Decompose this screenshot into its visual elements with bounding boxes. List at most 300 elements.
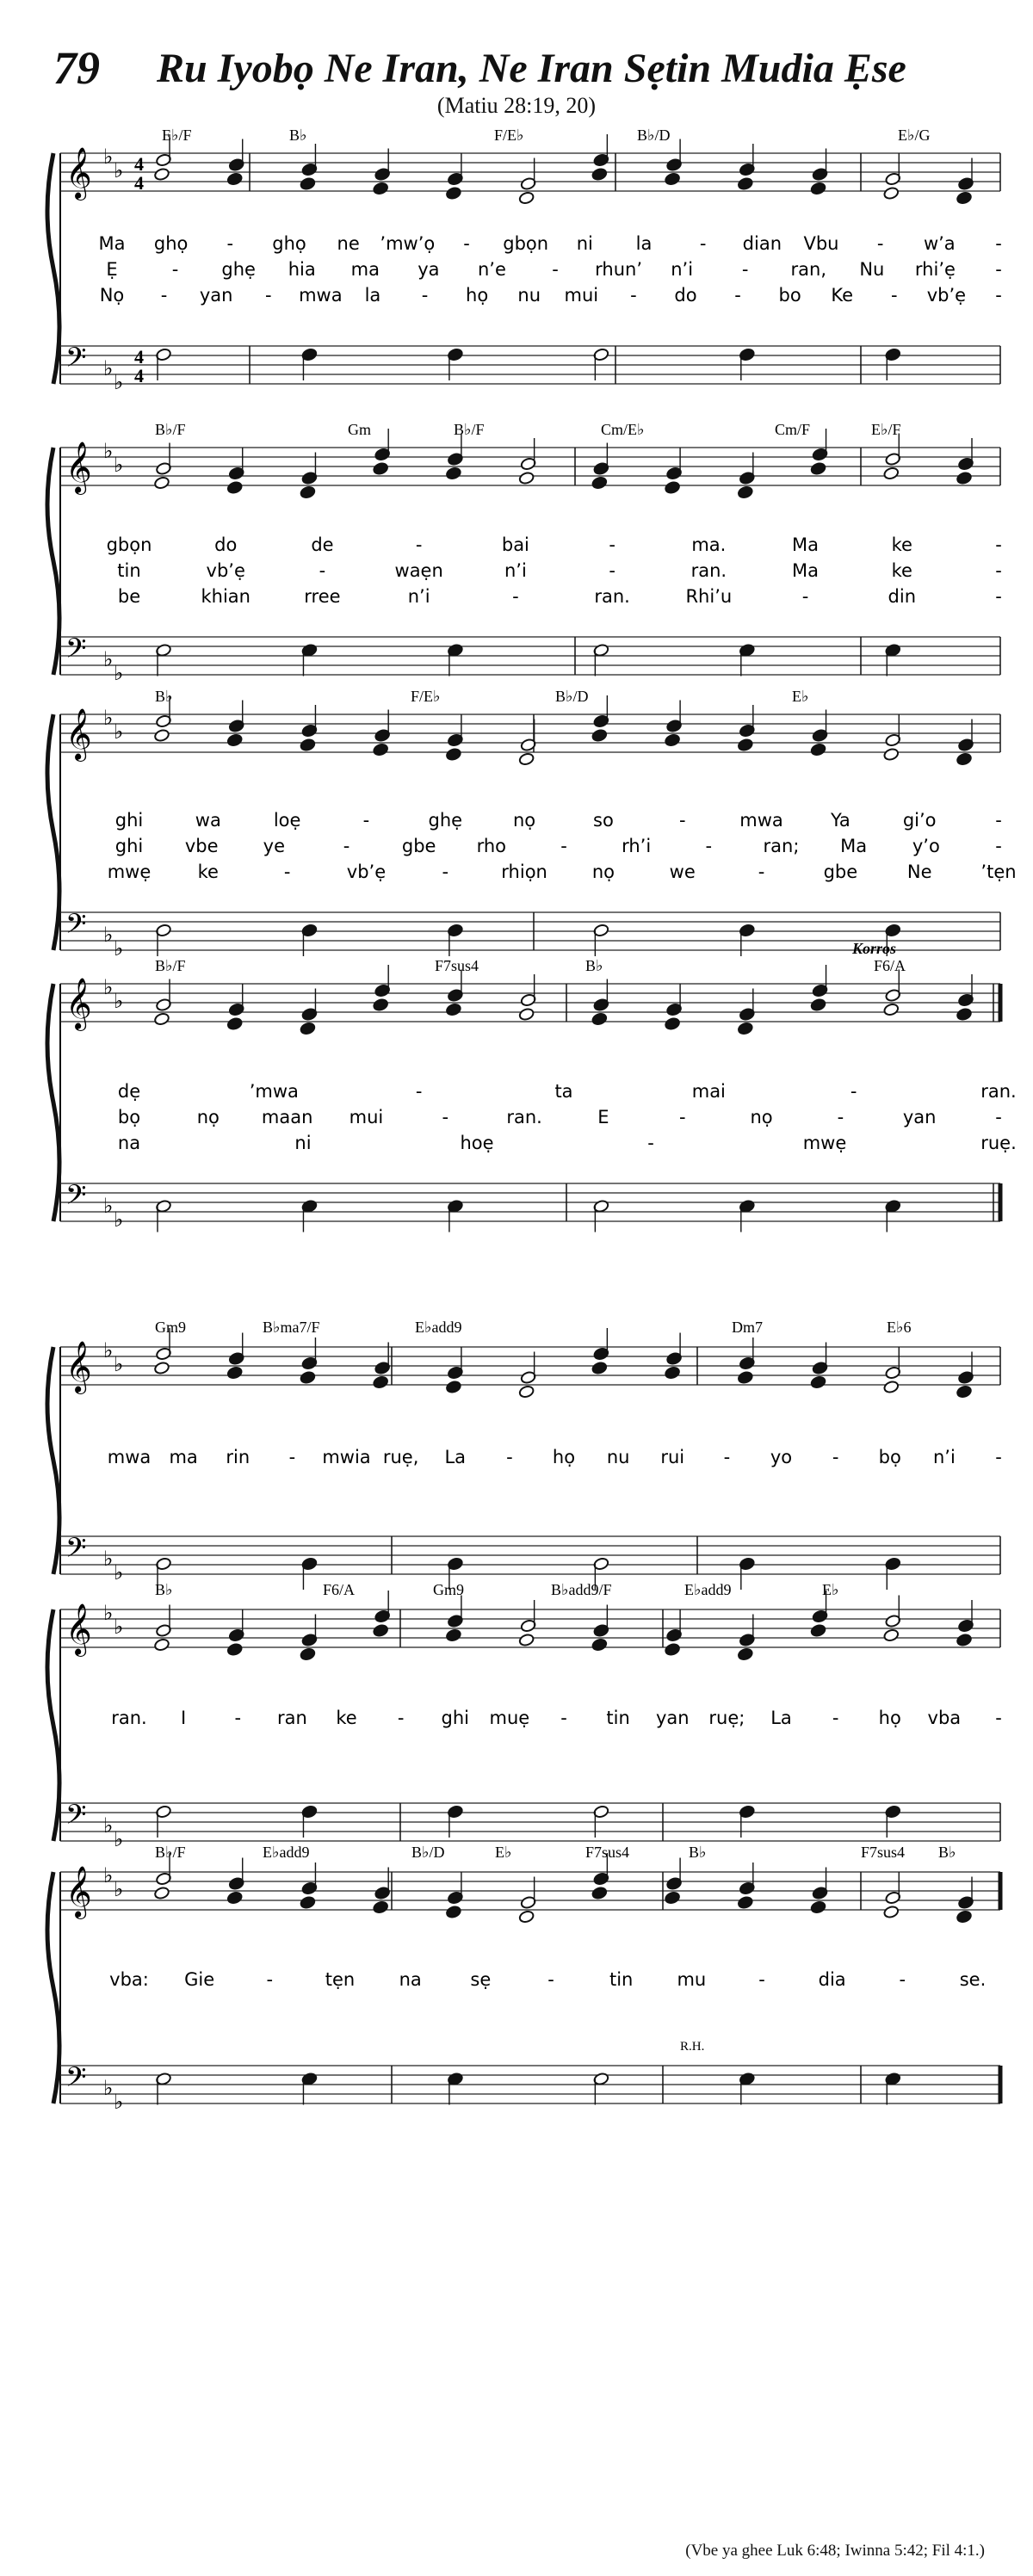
notehead (373, 743, 389, 757)
lyric-syllable: ran. (594, 586, 630, 607)
notehead (883, 1381, 900, 1394)
chord-symbol: E♭/F (162, 127, 192, 144)
chord-symbol: B♭add9/F (551, 1581, 612, 1598)
lyric-syllable: na (399, 1969, 422, 1990)
key-signature-flat: ♭ (103, 2078, 114, 2100)
lyric-syllable: ran. (980, 1081, 1017, 1102)
lyric-syllable: - (442, 1107, 449, 1127)
notehead (956, 1008, 973, 1022)
lyric-syllable: n’e (477, 259, 506, 280)
footer-references: (Vbe ya ghee Luk 6:48; Iwinna 5:42; Fil 4:1.) (685, 2542, 985, 2560)
lyric-syllable: - (160, 285, 168, 306)
lyric-syllable: - (283, 862, 291, 882)
lyric-syllable: Ma (98, 233, 126, 254)
notehead (665, 733, 681, 747)
chord-symbol: E♭/F (871, 421, 901, 438)
lyric-syllable: dẹ (117, 1081, 141, 1102)
notehead (154, 476, 170, 490)
lyric-syllable: tin (609, 1969, 634, 1990)
chord-symbol: E♭add9 (263, 1844, 310, 1861)
lyric-syllable: gbọn (503, 233, 549, 254)
key-signature-flat: ♭ (103, 977, 114, 999)
lyric-syllable: ran; (763, 836, 800, 856)
notehead (518, 472, 535, 485)
lyric-syllable: ruẹ. (980, 1133, 1017, 1153)
bass-clef: 𝄢 (65, 1179, 87, 1217)
lyric-syllable: - (397, 1708, 405, 1728)
chord-symbol: Cm/F (775, 421, 811, 438)
key-signature-flat: ♭ (114, 160, 124, 182)
notehead (883, 1906, 900, 1919)
lyric-syllable: - (552, 259, 559, 280)
lyric-syllable: ’mwa (249, 1081, 299, 1102)
bass-clef: 𝄢 (65, 2061, 87, 2099)
lyric-syllable: bọ (117, 1107, 141, 1127)
key-signature-flat: ♭ (114, 1829, 124, 1851)
lyric-syllable: - (547, 1969, 554, 1990)
lyric-syllable: - (609, 534, 615, 555)
notehead (154, 1362, 170, 1375)
chord-symbol: F7sus4 (435, 957, 479, 974)
notehead (300, 485, 316, 499)
lyric-syllable: - (758, 1969, 765, 1990)
notehead (956, 1634, 973, 1647)
notehead (226, 1017, 243, 1031)
lyric-syllable: mui (349, 1107, 384, 1127)
lyric-syllable: ran (276, 1708, 307, 1728)
lyric-syllable: - (741, 259, 749, 280)
lyric-syllable: - (226, 233, 234, 254)
notehead (810, 1900, 826, 1914)
notehead (226, 733, 243, 747)
lyric-syllable: tin (606, 1708, 630, 1728)
bass-staff (60, 637, 1000, 675)
lyric-syllable: Nọ (99, 285, 125, 306)
lyric-syllable: w’a (923, 233, 956, 254)
lyric-syllable: họ (466, 285, 489, 306)
lyric-syllable: La (770, 1708, 792, 1728)
lyric-syllable: gbe (401, 836, 436, 856)
notehead (591, 729, 608, 743)
lyric-syllable: tin (117, 560, 141, 581)
lyric-syllable: hoẹ (460, 1133, 494, 1153)
lyric-syllable: - (995, 560, 1002, 581)
notehead (591, 476, 608, 490)
lyric-syllable: Ne (906, 862, 932, 882)
lyric-syllable: bọ (878, 1447, 901, 1467)
chord-symbol: E♭add9 (415, 1319, 462, 1336)
chord-symbol: Cm/E♭ (601, 421, 645, 438)
lyric-syllable: mu (677, 1969, 707, 1990)
lyric-syllable: waẹn (394, 560, 443, 581)
notehead (518, 1385, 535, 1399)
lyric-syllable: mwa (299, 285, 343, 306)
lyric-syllable: tẹn (325, 1969, 356, 1990)
lyric-syllable: dian (742, 233, 782, 254)
lyric-syllable: nọ (591, 862, 615, 882)
lyric-syllable: la (635, 233, 653, 254)
notehead (518, 1634, 535, 1647)
lyric-syllable: ghi (114, 810, 144, 831)
notehead (518, 1910, 535, 1924)
lyric-syllable: be (117, 586, 141, 607)
lyric-syllable: - (734, 285, 741, 306)
lyric-syllable: ghẹ (221, 259, 256, 280)
lyric-syllable: ran, (790, 259, 827, 280)
lyric-syllable: de (311, 534, 334, 555)
lyric-syllable: - (678, 1107, 686, 1127)
lyric-syllable: ma (350, 259, 380, 280)
key-signature-flat: ♭ (103, 924, 114, 947)
notehead (154, 729, 170, 743)
chord-symbol: B♭ (155, 1581, 173, 1598)
key-signature-flat: ♭ (103, 707, 114, 730)
lyric-syllable: Nu (859, 259, 885, 280)
lyric-syllable: Ya (830, 810, 851, 831)
hymn-number: 79 (53, 42, 100, 94)
notehead (518, 752, 535, 766)
key-signature-flat: ♭ (114, 721, 124, 744)
notehead (154, 1638, 170, 1652)
lyric-syllable: - (699, 233, 707, 254)
notehead (373, 1900, 389, 1914)
lyric-syllable: n’i (504, 560, 527, 581)
lyric-syllable: rho (476, 836, 507, 856)
treble-clef: 𝄞 (65, 978, 92, 1029)
lyric-syllable: ni (576, 233, 593, 254)
system-5 (47, 1319, 1002, 1590)
lyric-syllable: we (669, 862, 696, 882)
lyric-syllable: maan (261, 1107, 313, 1127)
lyric-syllable: gbe (823, 862, 858, 882)
lyric-syllable: - (850, 1081, 857, 1102)
bass-staff (60, 2066, 1000, 2103)
right-hand-marking: R.H. (680, 2040, 705, 2054)
chord-symbol: E♭/G (898, 127, 931, 144)
lyric-syllable: ye (263, 836, 286, 856)
lyric-syllable: Ma (840, 836, 868, 856)
lyric-syllable: - (415, 534, 423, 555)
chord-symbol: B♭/F (155, 957, 186, 974)
lyric-syllable: mwa (739, 810, 783, 831)
notehead (591, 1362, 608, 1375)
lyric-syllable: na (117, 1133, 141, 1153)
notehead (665, 481, 681, 495)
chord-symbol: E♭ (495, 1844, 512, 1861)
lyric-syllable: - (264, 285, 272, 306)
lyric-syllable: ni (294, 1133, 312, 1153)
lyric-syllable: rin (226, 1447, 251, 1467)
key-signature-flat: ♭ (114, 663, 124, 685)
notehead (591, 1887, 608, 1900)
lyric-syllable: loẹ (273, 810, 301, 831)
notehead (591, 168, 608, 182)
lyric-syllable: rree (304, 586, 341, 607)
lyric-syllable: - (891, 285, 898, 306)
lyric-syllable: bai (501, 534, 529, 555)
lyric-syllable: ke (336, 1708, 357, 1728)
notehead (154, 1887, 170, 1900)
chord-symbol: E♭ (822, 1581, 839, 1598)
notehead (445, 1628, 461, 1642)
key-signature-flat: ♭ (114, 1616, 124, 1639)
notehead (373, 462, 389, 476)
notehead (883, 748, 900, 762)
time-signature-bottom: 4 (134, 172, 144, 194)
lyric-syllable: ran. (111, 1708, 147, 1728)
system-brace (47, 1609, 59, 1841)
notehead (956, 191, 973, 205)
key-signature-flat: ♭ (103, 358, 114, 380)
chord-symbol: B♭ (289, 127, 307, 144)
treble-clef: 𝄞 (65, 147, 92, 199)
system-7 (47, 1844, 1000, 2114)
lyric-syllable: mai (691, 1081, 726, 1102)
bass-staff (60, 346, 1000, 384)
notehead (665, 172, 681, 186)
key-signature-flat: ♭ (114, 372, 124, 394)
lyric-syllable: - (415, 1081, 423, 1102)
notehead (956, 1385, 973, 1399)
bass-staff (60, 1183, 1000, 1221)
lyric-syllable: n’i (932, 1447, 956, 1467)
key-signature-flat: ♭ (103, 1195, 114, 1218)
lyric-syllable: ta (554, 1081, 573, 1102)
chord-symbol: B♭/F (155, 1844, 186, 1861)
lyric-syllable: ma (169, 1447, 198, 1467)
lyric-syllable: - (442, 862, 449, 882)
lyric-syllable: - (560, 836, 567, 856)
chord-symbol: B♭/F (454, 421, 485, 438)
notehead (373, 1375, 389, 1389)
lyric-syllable: do (674, 285, 697, 306)
lyric-syllable: Ma (792, 534, 820, 555)
lyric-syllable: họ (878, 1708, 901, 1728)
bass-clef: 𝄢 (65, 342, 87, 380)
notehead (956, 752, 973, 766)
notehead (883, 1003, 900, 1016)
lyric-syllable: nu (606, 1447, 630, 1467)
notehead (810, 1375, 826, 1389)
lyric-syllable: - (560, 1708, 567, 1728)
chord-symbol: F/E♭ (411, 688, 441, 705)
lyric-syllable: - (266, 1969, 274, 1990)
notehead (810, 743, 826, 757)
chord-symbol: F/E♭ (494, 127, 524, 144)
chord-symbol: B♭ (585, 957, 603, 974)
notehead (373, 998, 389, 1012)
notehead (300, 1022, 316, 1035)
lyric-syllable: n’i (671, 259, 694, 280)
lyric-syllable: sẹ (470, 1969, 492, 1990)
key-signature-flat: ♭ (114, 1562, 124, 1585)
lyric-syllable: - (832, 1708, 839, 1728)
notehead (665, 1017, 681, 1031)
lyric-syllable: - (832, 1447, 839, 1467)
chord-symbol: B♭ (938, 1844, 956, 1861)
lyric-syllable: wa (195, 810, 221, 831)
notehead (300, 738, 316, 752)
lyric-syllable: ruẹ, (382, 1447, 419, 1467)
key-signature-flat: ♭ (103, 1603, 114, 1625)
chord-symbol: B♭/D (637, 127, 671, 144)
chord-symbol: E♭add9 (684, 1581, 732, 1598)
lyric-syllable: - (234, 1708, 242, 1728)
lyric-syllable: yan (199, 285, 233, 306)
lyric-syllable: ran. (506, 1107, 542, 1127)
lyric-syllable: bo (778, 285, 801, 306)
chord-symbol: B♭ (689, 1844, 707, 1861)
key-signature-flat: ♭ (114, 2091, 124, 2114)
lyric-syllable: ghọ (153, 233, 189, 254)
chord-symbol: Gm9 (155, 1319, 186, 1336)
lyric-syllable: ’tẹn (980, 862, 1017, 882)
chord-symbol: Gm9 (433, 1581, 464, 1598)
notehead (445, 466, 461, 480)
lyric-syllable: yan (655, 1708, 690, 1728)
lyric-syllable: nọ (196, 1107, 220, 1127)
chord-symbol: B♭/D (555, 688, 589, 705)
notehead (373, 182, 389, 195)
key-signature-flat: ♭ (103, 1548, 114, 1571)
chord-symbol: B♭/D (411, 1844, 445, 1861)
lyric-syllable: - (995, 285, 1002, 306)
system-brace (47, 1347, 59, 1574)
lyric-syllable: - (421, 285, 429, 306)
notehead (737, 177, 753, 191)
notehead (883, 466, 900, 480)
lyric-syllable: se. (959, 1969, 987, 1990)
lyric-syllable: la (364, 285, 381, 306)
notehead (300, 1896, 316, 1910)
notehead (154, 1012, 170, 1026)
notehead (518, 191, 535, 205)
lyric-syllable: rh’i (622, 836, 652, 856)
bass-staff (60, 1803, 1000, 1841)
lyric-syllable: - (678, 810, 686, 831)
lyric-syllable: - (362, 810, 370, 831)
lyric-syllable: Ẹ (106, 259, 118, 280)
bass-clef: 𝄢 (65, 633, 87, 670)
lyric-syllable: - (723, 1447, 731, 1467)
notehead (737, 1371, 753, 1385)
chord-symbol: F6/A (874, 957, 906, 974)
notehead (226, 1891, 243, 1905)
notehead (810, 182, 826, 195)
key-signature-flat: ♭ (103, 1815, 114, 1838)
notehead (810, 1624, 826, 1638)
chord-symbol: B♭ma7/F (263, 1319, 320, 1336)
bass-clef: 𝄢 (65, 908, 87, 946)
notehead (226, 1366, 243, 1380)
chord-symbol: Dm7 (732, 1319, 763, 1336)
key-signature-flat: ♭ (114, 1879, 124, 1901)
lyric-syllable: muẹ (489, 1708, 530, 1728)
key-signature-flat: ♭ (114, 454, 124, 477)
lyric-syllable: - (288, 1447, 296, 1467)
notehead (956, 472, 973, 485)
lyric-syllable: ruẹ; (708, 1708, 745, 1728)
key-signature-flat: ♭ (114, 1209, 124, 1232)
lyric-syllable: - (995, 534, 1002, 555)
notehead (154, 168, 170, 182)
lyric-syllable: Rhi’u (685, 586, 733, 607)
notehead (226, 1643, 243, 1657)
notehead (445, 1381, 461, 1394)
lyric-syllable: khian (201, 586, 251, 607)
lyric-syllable: ’mw’ọ (380, 233, 436, 254)
notehead (445, 1003, 461, 1016)
notehead (226, 172, 243, 186)
lyric-syllable: mui (564, 285, 599, 306)
notehead (300, 1647, 316, 1661)
lyric-syllable: ke (197, 862, 219, 882)
chord-symbol: E♭6 (887, 1319, 912, 1336)
lyric-syllable: - (343, 836, 350, 856)
chord-symbol: Gm (348, 421, 371, 438)
lyric-syllable: ke (891, 534, 912, 555)
lyric-syllable: - (801, 586, 809, 607)
lyric-syllable: - (837, 1107, 844, 1127)
lyric-syllable: ghọ (272, 233, 306, 254)
key-signature-flat: ♭ (114, 1354, 124, 1376)
chord-symbol: F6/A (323, 1581, 356, 1598)
system-brace (47, 984, 59, 1221)
time-signature-bottom: 4 (134, 365, 144, 386)
lyric-syllable: ne (337, 233, 360, 254)
system-brace (47, 153, 59, 384)
bass-clef: 𝄢 (65, 1799, 87, 1837)
lyric-syllable: - (512, 586, 519, 607)
lyric-syllable: y’o (912, 836, 940, 856)
key-signature-flat: ♭ (103, 146, 114, 169)
lyric-syllable: I (181, 1708, 187, 1728)
treble-clef: 𝄞 (65, 708, 92, 760)
lyric-syllable: gi’o (902, 810, 937, 831)
lyric-syllable: rui (660, 1447, 685, 1467)
chord-symbol: E♭ (792, 688, 809, 705)
lyric-syllable: vb’ẹ (206, 560, 245, 581)
lyric-syllable: vba (927, 1708, 962, 1728)
lyric-syllable: - (995, 586, 1002, 607)
lyric-syllable: gbọn (106, 534, 152, 555)
system-brace (47, 714, 59, 950)
notehead (665, 1891, 681, 1905)
key-signature-flat: ♭ (114, 938, 124, 961)
lyric-syllable: ma. (691, 534, 727, 555)
lyric-syllable: rhi’ẹ (914, 259, 956, 280)
notehead (737, 1022, 753, 1035)
lyric-syllable: hia (288, 259, 316, 280)
lyric-syllable: - (758, 862, 765, 882)
key-signature-flat: ♭ (103, 1340, 114, 1362)
notehead (300, 177, 316, 191)
lyric-syllable: - (705, 836, 713, 856)
lyric-syllable: họ (552, 1447, 576, 1467)
lyric-syllable: - (995, 1447, 1002, 1467)
lyric-syllable: nọ (513, 810, 536, 831)
notehead (445, 1906, 461, 1919)
notehead (665, 1643, 681, 1657)
lyric-syllable: nọ (750, 1107, 773, 1127)
lyric-syllable: - (463, 233, 470, 254)
notehead (445, 187, 461, 201)
lyric-syllable: vb’ẹ (926, 285, 967, 306)
lyric-syllable: vb’ẹ (346, 862, 387, 882)
bass-clef: 𝄢 (65, 1532, 87, 1570)
lyric-syllable: ya (418, 259, 440, 280)
lyric-syllable: rhiọn (501, 862, 547, 882)
